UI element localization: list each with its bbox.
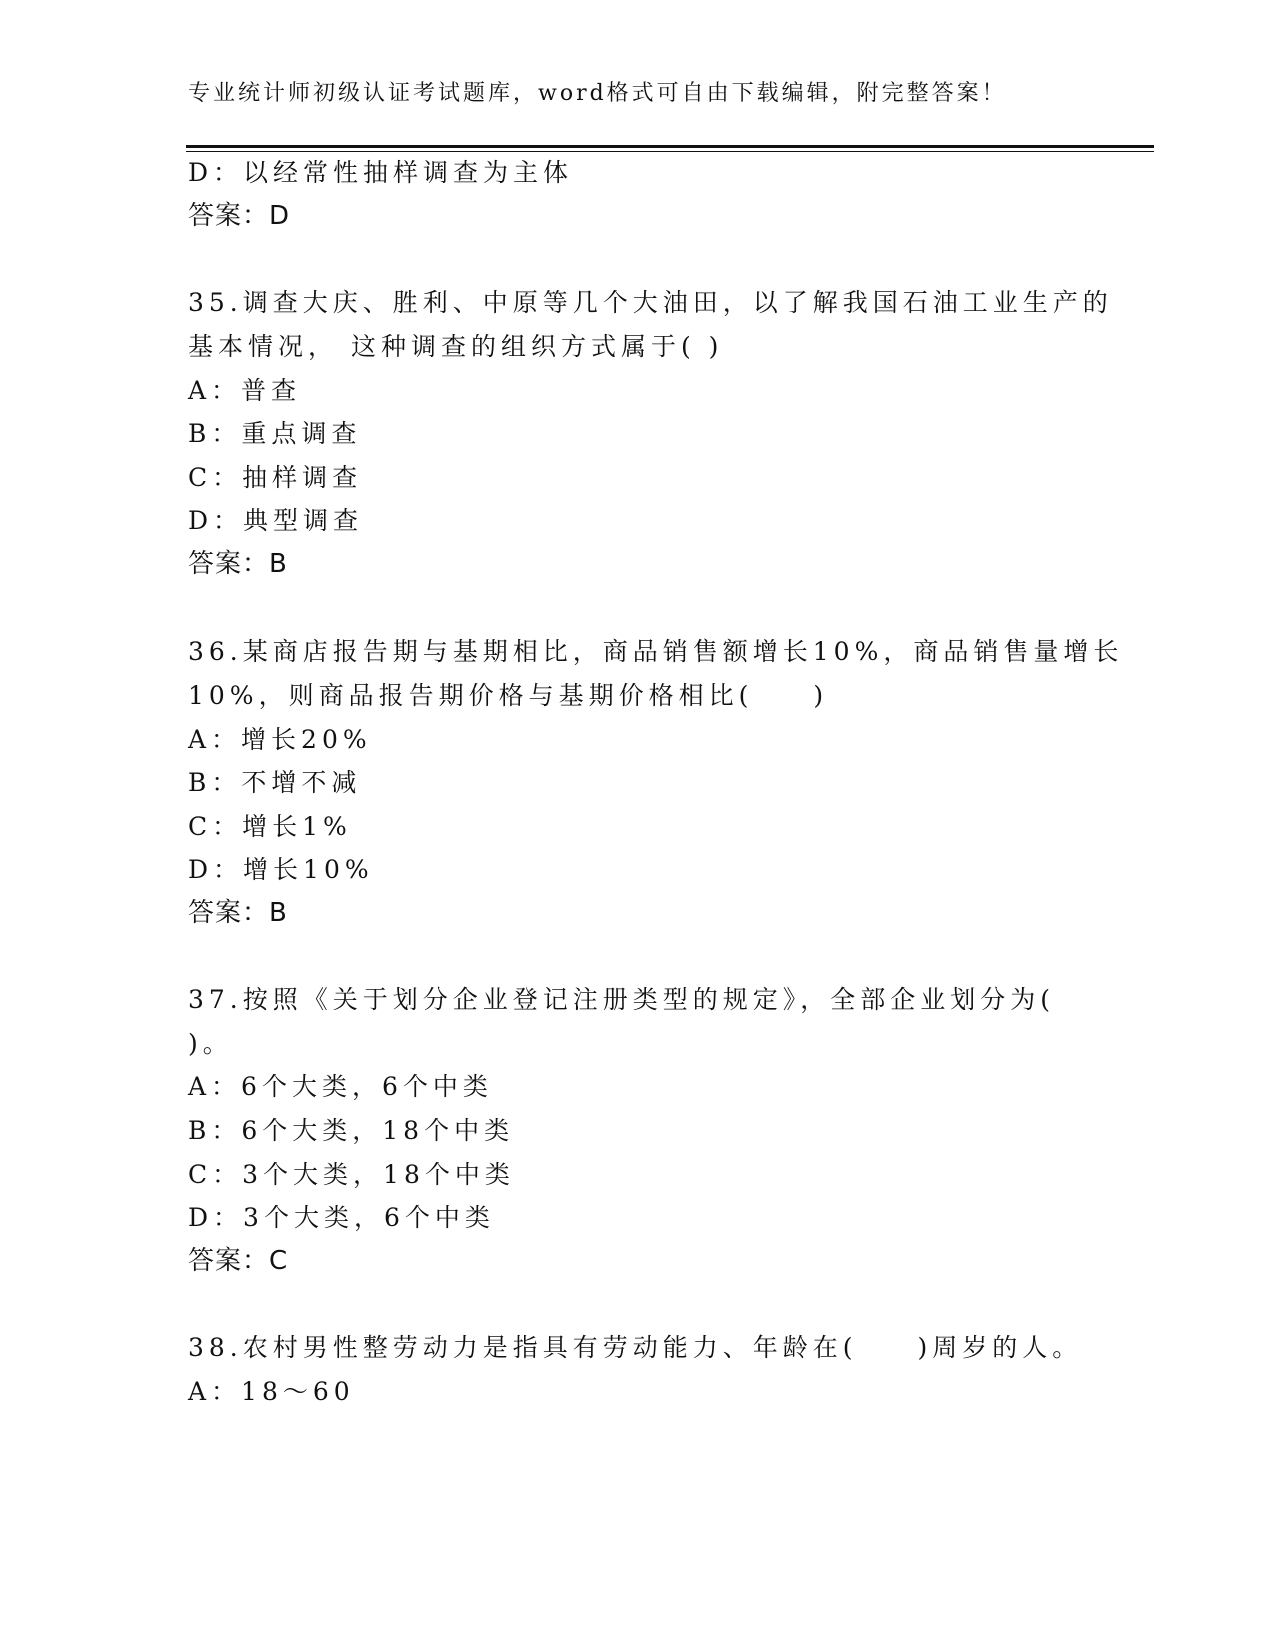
header-divider-thin [186,151,1154,152]
q37-option-b: B：6个大类，18个中类 [188,1116,515,1145]
q37-option-d: D：3个大类，6个中类 [188,1203,495,1232]
q35-stem-line-2: 基本情况， 这种调查的组织方式属于( ) [188,332,724,361]
q36-option-d: D：增长10% [188,855,374,884]
q35-option-b: B：重点调查 [188,419,362,448]
q37-stem-line-1: 37.按照《关于划分企业登记注册类型的规定》，全部企业划分为( [188,985,1056,1014]
q35-option-d: D：典型调查 [188,506,364,535]
q36-option-c: C：增长1% [188,812,352,841]
header-divider-thick [186,145,1154,148]
q37-option-c: C：3个大类，18个中类 [188,1160,515,1189]
prev-question-option-d: D：以经常性抽样调查为主体 [188,158,574,187]
q38-stem-line-1: 38.农村男性整劳动力是指具有劳动能力、年龄在( )周岁的人。 [188,1333,1083,1362]
q36-answer: 答案：B [188,898,288,928]
q36-option-b: B：不增不减 [188,768,362,797]
q35-answer: 答案：B [188,549,288,579]
q37-stem-line-2: )。 [188,1029,233,1058]
q35-option-a: A：普查 [188,376,302,405]
q37-answer: 答案：C [188,1246,289,1276]
prev-question-answer: 答案：D [188,201,291,231]
q35-option-c: C：抽样调查 [188,463,363,492]
q36-stem-line-2: 10%，则商品报告期价格与基期价格相比( ) [188,681,829,710]
page-header: 专业统计师初级认证考试题库，word格式可自由下载编辑，附完整答案！ [188,81,1007,106]
q36-stem-line-1: 36.某商店报告期与基期相比，商品销售额增长10%，商品销售量增长 [188,637,1124,666]
q36-option-a: A：增长20% [188,725,372,754]
q35-stem-line-1: 35.调查大庆、胜利、中原等几个大油田，以了解我国石油工业生产的 [188,288,1113,317]
q38-option-a: A：18～60 [188,1377,355,1406]
q37-option-a: A：6个大类，6个中类 [188,1072,493,1101]
